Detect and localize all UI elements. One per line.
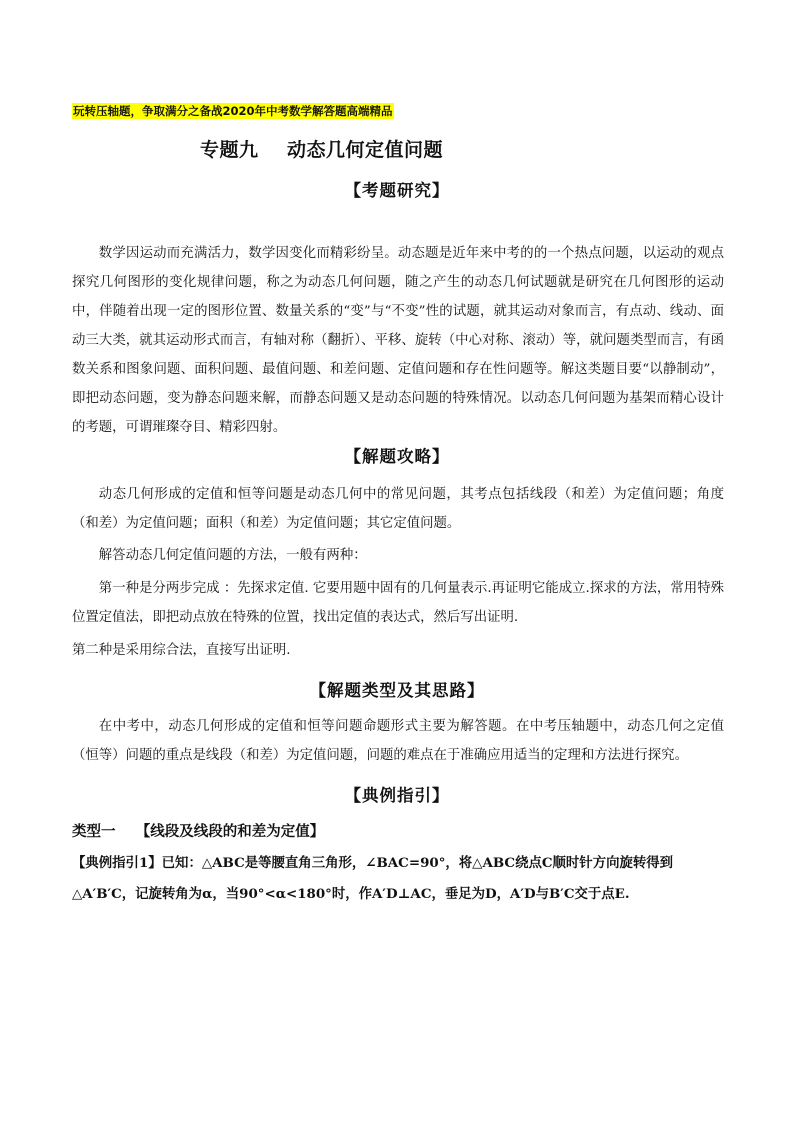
example-1-line-2: △A′B′C，记旋转角为α，当90°<α<180°时，作A′D⊥AC，垂足为D，A′D与B′C交于点E. <box>72 886 630 902</box>
strategy-paragraph-3: 第一种是分两步完成 ：先探求定值. 它要用题中固有的几何量表示.再证明它能成立.探求的方法，常用特殊位置定值法，即把动点放在特殊的位置，找出定值的表达式，然后写出证明. <box>72 581 724 625</box>
types-paragraph: 在中考中，动态几何形成的定值和恒等问题命题形式主要为解答题。在中考压轴题中，动态几何之定值（恒等）问题的重点是线段（和差）为定值问题，问题的难点在于准确应用适当的定理和方法进行探究。 <box>72 719 724 763</box>
strategy-paragraph-2: 解答动态几何定值问题的方法，一般有两种： <box>98 548 367 563</box>
strategy-paragraph-4: 第二种是采用综合法，直接写出证明. <box>72 643 291 658</box>
section-heading-examples: 【典例指引】 <box>344 786 450 805</box>
section-heading-strategy: 【解题攻略】 <box>344 447 450 466</box>
example-1-line-1: 【典例指引1】已知：△ABC是等腰直角三角形，∠BAC=90°，将△ABC绕点C顺时针方向旋转得到 <box>72 855 674 871</box>
strategy-paragraph-1: 动态几何形成的定值和恒等问题是动态几何中的常见问题，其考点包括线段（和差）为定值问题；角度（和差）为定值问题；面积（和差）为定值问题；其它定值问题。 <box>72 487 724 531</box>
research-paragraph: 数学因运动而充满活力，数学因变化而精彩纷呈。动态题是近年来中考的的一个热点问题，以运动的观点探究几何图形的变化规律问题，称之为动态几何问题，随之产生的动态几何试题就是研究在几何图形的运动中，伴随着出现一定的图形位置、数量关系的“变”与“不变”性的试题，就其运动对象而言，有点动、线动、面动三大类，就其运动形式而言，有轴对称（翻折）、平移、旋转（中心对称、滚动）等，就问题类型而言，有函数关系和图象问题、面积问题、最值问题、和差问题、定值问题和存在性问题等。解这类题目要“以静制动”，即把动态问题，变为静态问题来解，而静态问题又是动态问题的特殊情况。以动态几何问题为基架而精心设计的考题，可谓璀璨夺目、精彩四射。 <box>72 246 724 435</box>
type-one-label: 类型一 【线段及线段的和差为定值】 <box>72 823 325 840</box>
document-banner: 玩转压轴题，争取满分之备战2020年中考数学解答题高端精品 <box>73 104 393 118</box>
section-heading-research: 【考题研究】 <box>344 181 450 200</box>
section-heading-types: 【解题类型及其思路】 <box>309 681 485 700</box>
page-title: 专题九 动态几何定值问题 <box>200 139 443 161</box>
